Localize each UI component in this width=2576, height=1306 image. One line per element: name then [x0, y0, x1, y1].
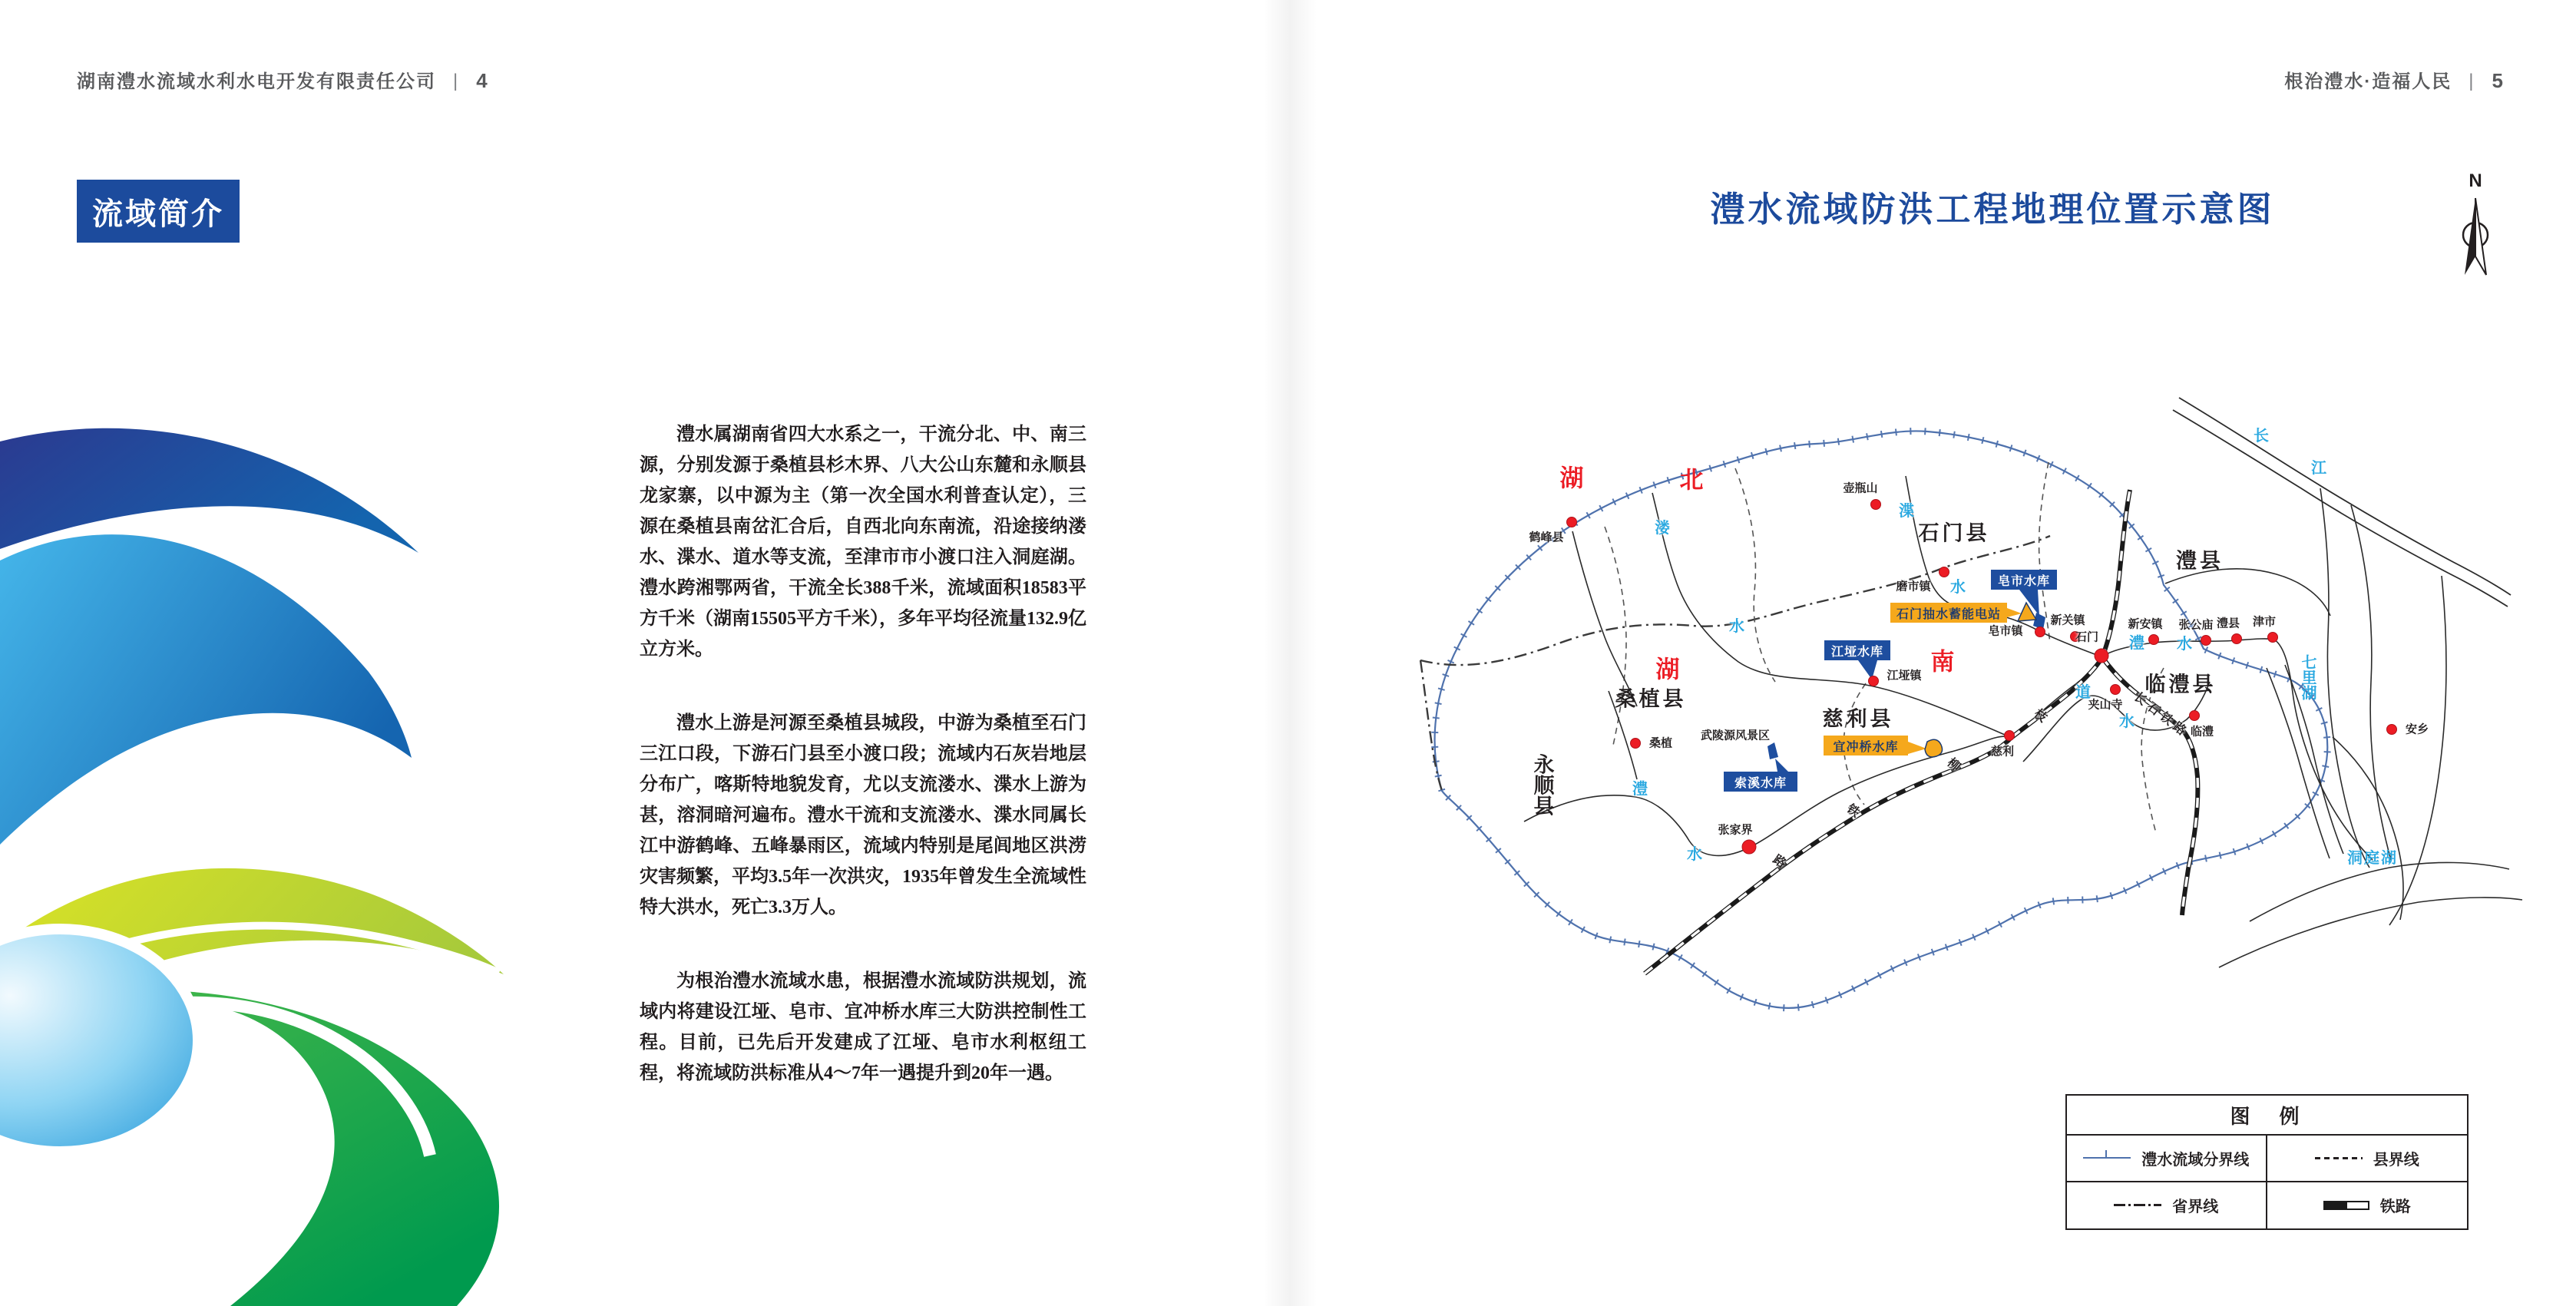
town-label-石门: 石门 — [2075, 630, 2099, 644]
county-label-永顺县: 永顺县 — [1530, 753, 1554, 816]
slogan: 根治澧水·造福人民 — [2284, 71, 2452, 92]
right-page-number: 5 — [2492, 69, 2503, 92]
county-boundary-symbol — [2315, 1157, 2363, 1159]
town-label-桑植: 桑植 — [1648, 736, 1673, 750]
town-dot-壶瓶山 — [1870, 499, 1881, 510]
town-label-安乡: 安乡 — [2405, 722, 2429, 736]
town-dot-江垭镇 — [1868, 676, 1879, 686]
railway-label-char-3: 路 — [1770, 853, 1788, 871]
river-lines — [1524, 476, 2522, 967]
town-dot-桑植 — [1630, 738, 1641, 749]
county-label-临澧县: 临澧县 — [2144, 673, 2217, 696]
left-page-number: 4 — [476, 69, 488, 92]
intro-paragraph-2: 澧水上游是河源至桑植县城段，中游为桑植至石门三江口段，下游石门县至小渡口段；流域内石灰岩地层分布广，喀斯特地貌发育，尤以支流溇水、渫水上游为甚，溶洞暗河遍布。澧水干流和支流溇水、渫水同属长江中游鹤峰、五峰暴雨区，流域内特别是尾闾地区洪涝灾害频繁，平均3.5年一次洪灾，1935年曾发生全流域性特大洪水，死亡3.3万人。 — [640, 713, 1086, 918]
intro-paragraph-1: 澧水属湖南省四大水系之一，干流分北、中、南三源，分别发源于桑植县杉木界、八大公山东麓和永顺县龙家寨，以中源为主（第一次全国水利普查认定），三源在桑植县南岔汇合后，自西北向东南流，沿途接纳溇水、渫水、道水等支流，至津市市小渡口注入洞庭湖。澧水跨湘鄂两省，干流全长388千米，流域面积18583平方千米（湖南15505平方千米），多年平均径流量132.9亿立方米。 — [640, 425, 1086, 660]
province-label-1: 北 — [1679, 466, 1705, 494]
town-label-皂市镇: 皂市镇 — [1988, 624, 2023, 638]
legend-title: 图 例 — [2067, 1096, 2467, 1136]
compass-needle-icon — [2455, 193, 2495, 284]
river-label-6: 澧 — [2129, 635, 2144, 652]
logo-blue-crescent — [0, 534, 412, 845]
town-label-临澧: 临澧 — [2190, 725, 2214, 739]
map-title: 澧水流域防洪工程地理位置示意图 — [1710, 190, 2275, 229]
pumped-storage-callout-tail — [2007, 608, 2022, 617]
section-title-box — [77, 180, 240, 243]
intro-paragraph-3: 为根治澧水流域水患，根据澧水流域防洪规划，流域内将建设江垭、皂市、宜冲桥水库三大防洪控制性工程。目前，已先后开发建成了江垭、皂市水利枢纽工程，将流域防洪标准从4～7年一遇提升到20年一遇。 — [640, 971, 1086, 1083]
town-label-磨市镇: 磨市镇 — [1896, 580, 1931, 593]
river-label-7: 水 — [2177, 636, 2192, 653]
railway-label-char-4: 长 — [2131, 689, 2149, 709]
river-label-8: 道 — [2075, 684, 2091, 701]
compass-north-label: N — [2469, 170, 2482, 191]
yichongqiao-callout-tail — [1908, 742, 1926, 754]
company-name: 湖南澧水流域水利水电开发有限责任公司 — [77, 71, 436, 92]
lake-label-七里湖: 七里湖 — [2299, 654, 2316, 700]
town-label-张家界: 张家界 — [1718, 823, 1753, 837]
town-label-张公庙: 张公庙 — [2178, 618, 2214, 632]
province-boundary-symbol — [2114, 1204, 2161, 1206]
province-label-0: 湖 — [1559, 465, 1586, 492]
reservoir-callout-石门抽水蓄能电站: 石门抽水蓄能电站 — [1890, 603, 2007, 623]
lake-label-洞庭湖: 洞庭湖 — [2347, 850, 2398, 867]
railway-label-char-1: 柳 — [1944, 755, 1963, 775]
town-dot-张公庙 — [2201, 635, 2211, 646]
reservoir-callout-宜冲桥水库: 宜冲桥水库 — [1824, 736, 1908, 755]
town-dot-石门 — [2095, 649, 2109, 663]
reservoir-callout-江垭水库: 江垭水库 — [1824, 640, 1890, 660]
river-label-3: 水 — [1950, 579, 1966, 596]
yichongqiao-reservoir-shape — [1925, 739, 1943, 757]
town-dot-临澧 — [2189, 710, 2200, 721]
basin-map — [1374, 330, 2526, 1298]
town-dot-皂市镇 — [2035, 627, 2045, 637]
page-gutter — [1263, 0, 1317, 1306]
river-label-9: 水 — [2119, 713, 2135, 730]
river-label-11: 江 — [2311, 460, 2326, 477]
railway-label-char-5: 石 — [2144, 699, 2162, 719]
town-label-澧县: 澧县 — [2216, 617, 2240, 630]
county-label-澧县: 澧县 — [2176, 549, 2224, 573]
river-label-1: 水 — [1729, 618, 1744, 635]
province-label-2: 湖 — [1655, 656, 1682, 683]
reservoir-callout-索溪水库: 索溪水库 — [1724, 772, 1797, 792]
town-dot-安乡 — [2386, 724, 2397, 735]
company-logo-graphic — [0, 426, 607, 1306]
railway-symbol — [2323, 1201, 2369, 1210]
basin-divide-symbol — [2083, 1157, 2131, 1159]
legend-item-basin-divide: 澧水流域分界线 — [2067, 1136, 2267, 1182]
logo-eye — [0, 929, 198, 1152]
river-label-10: 长 — [2254, 428, 2269, 445]
right-page-header — [2284, 66, 2503, 93]
river-label-5: 水 — [1687, 846, 1702, 863]
left-page-header — [77, 66, 488, 93]
town-dot-张家界 — [1742, 840, 1757, 855]
railway-label-char-6: 铁 — [2157, 709, 2175, 729]
legend-item-county-boundary: 县界线 — [2267, 1136, 2468, 1182]
town-label-津市: 津市 — [2252, 615, 2277, 629]
town-dot-夹山寺 — [2110, 684, 2121, 695]
town-dot-澧县 — [2231, 633, 2242, 644]
railway-label-char-7: 路 — [2170, 719, 2188, 739]
town-dot-磨市镇 — [1939, 567, 1949, 577]
logo-navy-arc — [0, 428, 418, 553]
header-divider: | — [2469, 71, 2475, 91]
legend-item-railway: 铁路 — [2267, 1182, 2468, 1229]
railway-label-char-2: 铁 — [1844, 802, 1862, 821]
town-label-慈利: 慈利 — [1990, 745, 2015, 759]
river-label-2: 渫 — [1899, 503, 1914, 520]
town-label-壶瓶山: 壶瓶山 — [1843, 481, 1878, 495]
suoxi-flag-shape — [1767, 742, 1778, 759]
map-legend — [2065, 1094, 2469, 1230]
county-label-石门县: 石门县 — [1918, 521, 1990, 545]
county-label-桑植县: 桑植县 — [1615, 687, 1687, 711]
river-label-0: 溇 — [1655, 520, 1670, 537]
town-label-夹山寺: 夹山寺 — [2088, 698, 2123, 712]
town-dot-津市 — [2267, 632, 2278, 643]
river-label-4: 澧 — [1632, 781, 1648, 798]
town-dot-新安镇 — [2148, 634, 2159, 645]
area-label-武陵源风景区: 武陵源风景区 — [1700, 729, 1771, 742]
county-label-慈利县: 慈利县 — [1822, 707, 1894, 731]
town-dot-慈利 — [2004, 730, 2015, 741]
town-label-江垭镇: 江垭镇 — [1887, 669, 1922, 683]
section-title: 流域简介 — [92, 197, 224, 231]
legend-item-province-boundary: 省界线 — [2067, 1182, 2267, 1229]
intro-paragraphs — [640, 419, 1086, 1132]
town-label-鹤峰县: 鹤峰县 — [1529, 531, 1564, 544]
compass — [2455, 170, 2495, 288]
town-dot-鹤峰县 — [1566, 517, 1577, 527]
town-label-新关镇: 新关镇 — [2050, 613, 2085, 627]
reservoir-callout-皂市水库: 皂市水库 — [1991, 570, 2057, 590]
town-label-新安镇: 新安镇 — [2128, 617, 2163, 631]
yangtze-river-lines — [2173, 398, 2511, 607]
railway-label-char-0: 枝 — [2031, 706, 2049, 726]
legend-grid — [2067, 1136, 2467, 1228]
header-divider: | — [453, 71, 460, 91]
province-label-3: 南 — [1930, 648, 1956, 676]
